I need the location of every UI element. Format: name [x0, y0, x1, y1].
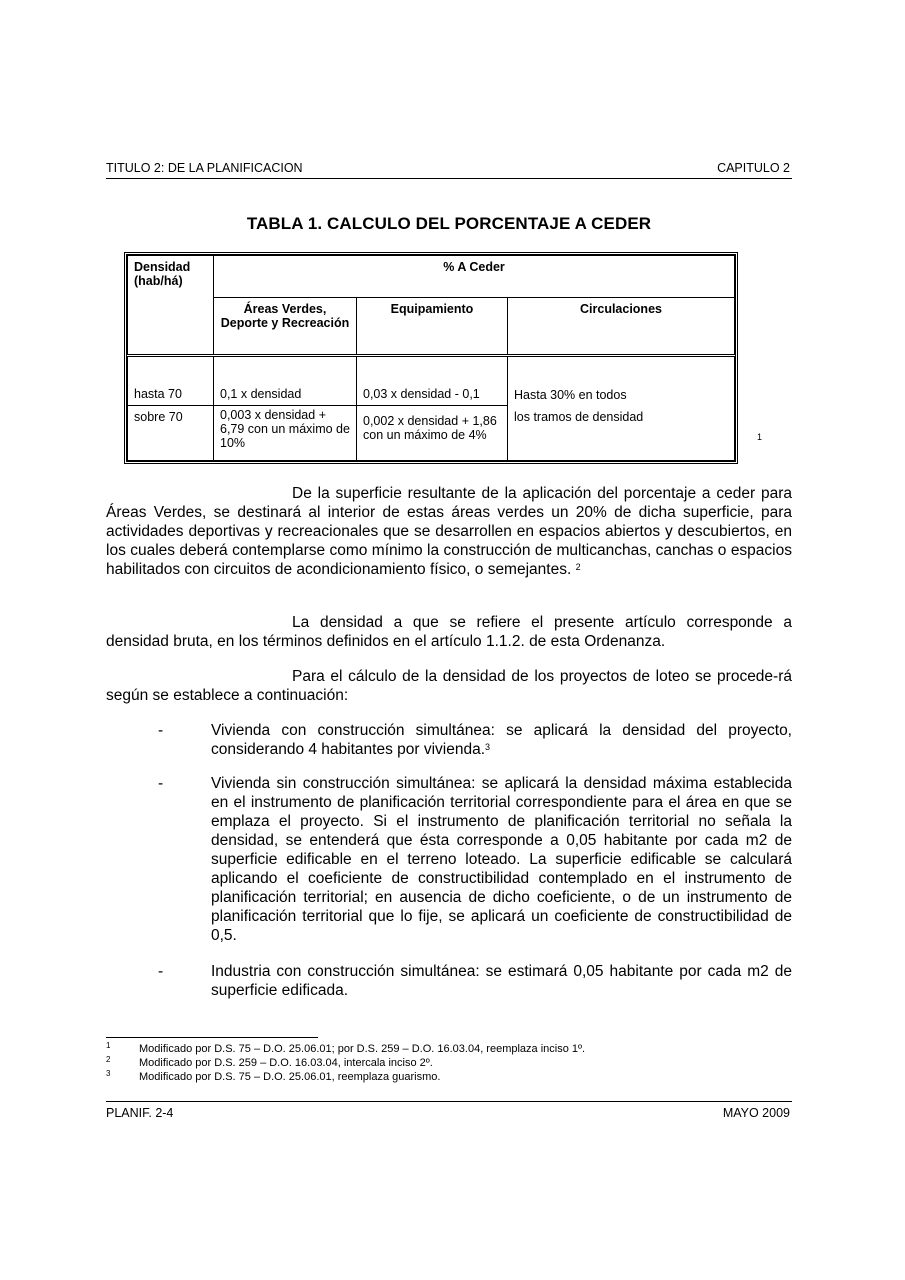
list-dash: -: [158, 722, 164, 739]
cell-density: hasta 70: [128, 356, 214, 406]
paragraph-3: [106, 667, 792, 705]
footnote-ref-3: 3: [485, 742, 491, 752]
col-circ-header: Circulaciones: [508, 298, 735, 356]
paragraph-1: [106, 484, 792, 579]
footnote-separator: [106, 1037, 318, 1038]
table-footnote-mark: 1: [757, 432, 763, 442]
paragraph-3-text: Para el cálculo de la densidad de los proyectos de loteo se procede-rá según se establece a continuación:: [106, 668, 792, 704]
footnote-text: Modificado por D.S. 75 – D.O. 25.06.01; por D.S. 259 – D.O. 16.03.04, reemplaza inciso 1º.: [139, 1043, 586, 1055]
cell-circ: los tramos de densidad: [508, 406, 735, 461]
table-row: [128, 356, 735, 406]
footnote-ref-2: 2: [575, 562, 581, 572]
cell-areas: 0,1 x densidad: [214, 356, 357, 406]
header-left: TITULO 2: DE LA PLANIFICACION: [106, 161, 303, 175]
table-title: TABLA 1. CALCULO DEL PORCENTAJE A CEDER: [246, 214, 652, 233]
list-item-text: Vivienda sin construcción simultánea: se aplicará la densidad máxima establecida en el instrumento de planificación territorial correspondiente para el área en que se emplaza el proyecto. Si el instrumento de planificación territorial no señala la densidad, se entenderá que ésta corresponde a 0,05 habitante por cada m2 de superficie edificable en el terreno loteado. La superficie edificable se calculará aplicando el coeficiente de constructibilidad contemplado en el instrumento de planificación territorial; en ausencia de dicho coeficiente, o de un instrumento de planificación territorial que lo fije, se aplicará un coeficiente de constructibilidad de 0,5.: [211, 775, 792, 944]
list-dash: -: [158, 775, 164, 792]
cell-density: sobre 70: [128, 406, 214, 461]
page-footer: [106, 1101, 792, 1122]
col-areas-header: Áreas Verdes, Deporte y Recreación: [214, 298, 357, 356]
col-equip-header: Equipamiento: [357, 298, 508, 356]
percentage-table: [124, 252, 738, 464]
paragraph-1-text: De la superficie resultante de la aplicación del porcentaje a ceder para Áreas Verdes, se destinará al interior de estas áreas verdes un 20% de dicha superficie, para actividades deportivas y recreacionales que se desarrollen en espacios abiertos y descubiertos, en los cuales deberá contemplarse como mínimo la construcción de multicanchas, canchas o espacios habilitados con circuitos de acondicionamiento físico, o semejantes.: [106, 485, 792, 578]
footnote-text: Modificado por D.S. 75 – D.O. 25.06.01, reemplaza guarismo.: [139, 1071, 441, 1083]
footnote-number: 3: [106, 1069, 111, 1078]
footer-left: PLANIF. 2-4: [106, 1106, 174, 1120]
footnote-text: Modificado por D.S. 259 – D.O. 16.03.04, intercala inciso 2º.: [139, 1057, 433, 1069]
cell-circ: Hasta 30% en todos: [508, 356, 735, 406]
page-header: [106, 160, 792, 179]
group-header: % A Ceder: [214, 256, 735, 298]
footer-right: MAYO 2009: [722, 1106, 790, 1120]
list-dash: -: [158, 963, 164, 980]
list-item-text: Industria con construcción simultánea: se estimará 0,05 habitante por cada m2 de superficie edificada.: [211, 963, 792, 999]
cell-equip: 0,002 x densidad + 1,86 con un máximo de 4%: [357, 406, 508, 461]
table-row: [128, 406, 735, 461]
header-right: CAPITULO 2: [717, 161, 790, 175]
list-item-text: Vivienda con construcción simultánea: se aplicará la densidad del proyecto, considerando 4 habitantes por vivienda.: [211, 722, 792, 758]
paragraph-2-text: La densidad a que se refiere el presente artículo corresponde a densidad bruta, en los términos definidos en el artículo 1.1.2. de esta Ordenanza.: [106, 614, 792, 650]
cell-equip: 0,03 x densidad - 0,1: [357, 356, 508, 406]
paragraph-2: [106, 613, 792, 651]
footnote-number: 2: [106, 1055, 111, 1064]
cell-areas: 0,003 x densidad + 6,79 con un máximo de 10%: [214, 406, 357, 461]
col-density-header: Densidad (hab/há): [128, 256, 214, 356]
footnote-number: 1: [106, 1041, 111, 1050]
